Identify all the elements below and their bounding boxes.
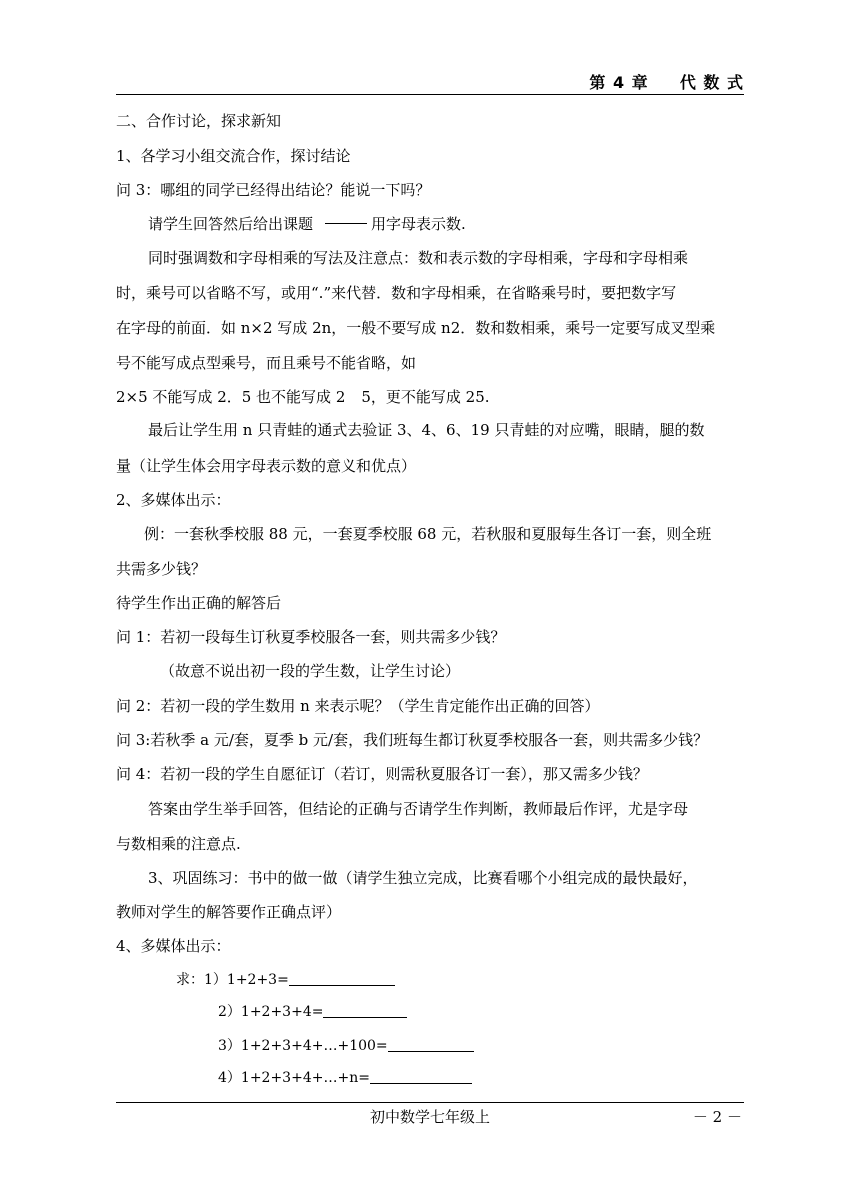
paragraph-line: 在字母的前面．如 n×2 写成 2n，一般不要写成 n2．数和数相乘，乘号一定要写成叉型乘 <box>116 319 716 337</box>
chapter-title: 代 数 式 <box>679 73 744 92</box>
paragraph-line: 最后让学生用 n 只青蛙的通式去验证 3、4、6、19 只青蛙的对应嘴，眼睛，腿的数 <box>148 421 705 439</box>
paragraph-line: 量（让学生体会用字母表示数的意义和优点） <box>116 457 417 475</box>
page-header <box>589 70 744 93</box>
exercise-text: 4）1+2+3+4+…+n= <box>218 1070 370 1086</box>
exercise-text: 求：1）1+2+3= <box>176 972 289 988</box>
exercise-line <box>218 1036 474 1056</box>
paragraph-line <box>148 214 466 234</box>
answer-blank <box>370 1069 472 1084</box>
question-line: 问 2：若初一段的学生数用 n 来表示呢？（学生肯定能作出正确的回答） <box>116 697 600 715</box>
exercise-text: 3）1+2+3+4+…+100= <box>218 1038 388 1054</box>
text-run: 用字母表示数. <box>371 215 466 233</box>
footer-rule <box>116 1102 744 1103</box>
paragraph-line: 2、多媒体出示： <box>116 491 231 509</box>
answer-blank <box>289 971 395 986</box>
text-run: 2×5 不能写成 2．5 也不能写成 2 <box>116 388 346 406</box>
question-line: 问 3:若秋季 a 元/套，夏季 b 元/套，我们班每生都订秋夏季校服各一套，则共需多少钱？ <box>116 731 709 749</box>
question-line: 问 1：若初一段每生订秋夏季校服各一套，则共需多少钱？ <box>116 628 506 646</box>
section-heading: 二、合作讨论，探求新知 <box>116 112 282 130</box>
exercise-line <box>176 970 395 990</box>
text-run: 5，更不能写成 25. <box>361 388 490 406</box>
paragraph-line: 待学生作出正确的解答后 <box>116 594 282 612</box>
answer-blank <box>388 1037 474 1052</box>
paragraph-line: 号不能写成点型乘号，而且乘号不能省略，如 <box>116 354 417 372</box>
paragraph-line: 同时强调数和字母相乘的写法及注意点：数和表示数的字母相乘，字母和字母相乘 <box>148 249 689 267</box>
page-number: － 2 － <box>692 1108 742 1126</box>
paragraph-line: 时，乘号可以省略不写，或用“.”来代替．数和字母相乘，在省略乘号时，要把数字写 <box>116 284 677 302</box>
paragraph-line <box>116 387 490 407</box>
exercise-text: 2）1+2+3+4= <box>218 1004 324 1020</box>
example-line: 共需多少钱？ <box>116 560 207 578</box>
paragraph-line: （故意不说出初一段的学生数，让学生讨论） <box>160 662 461 680</box>
text-run: 请学生回答然后给出课题 <box>148 215 314 233</box>
paragraph-line: 答案由学生举手回答，但结论的正确与否请学生作判断，教师最后作评，尤是字母 <box>148 800 689 818</box>
paragraph-line: 与数相乘的注意点. <box>116 835 241 853</box>
footer-book-title: 初中数学七年级上 <box>369 1108 490 1126</box>
question-line: 问 4：若初一段的学生自愿征订（若订，则需秋夏服各订一套），那又需多少钱？ <box>116 765 648 783</box>
paragraph-line: 1、各学习小组交流合作，探讨结论 <box>116 147 351 165</box>
header-rule <box>116 94 744 95</box>
answer-blank <box>323 1003 407 1018</box>
paragraph-line: 3、巩固练习：书中的做一做（请学生独立完成，比赛看哪个小组完成的最快最好， <box>148 869 698 887</box>
chapter-number: 第 4 章 <box>589 73 649 92</box>
paragraph-line: 教师对学生的解答要作正确点评） <box>116 903 342 921</box>
example-line: 例：一套秋季校服 88 元，一套夏季校服 68 元，若秋服和夏服每生各订一套，则全班 <box>144 525 712 543</box>
exercise-line <box>218 1002 407 1022</box>
paragraph-line: 4、多媒体出示： <box>116 937 231 955</box>
question-line: 问 3：哪组的同学已经得出结论？能说一下吗？ <box>116 181 431 199</box>
fill-blank <box>325 223 367 224</box>
exercise-line <box>218 1068 472 1088</box>
